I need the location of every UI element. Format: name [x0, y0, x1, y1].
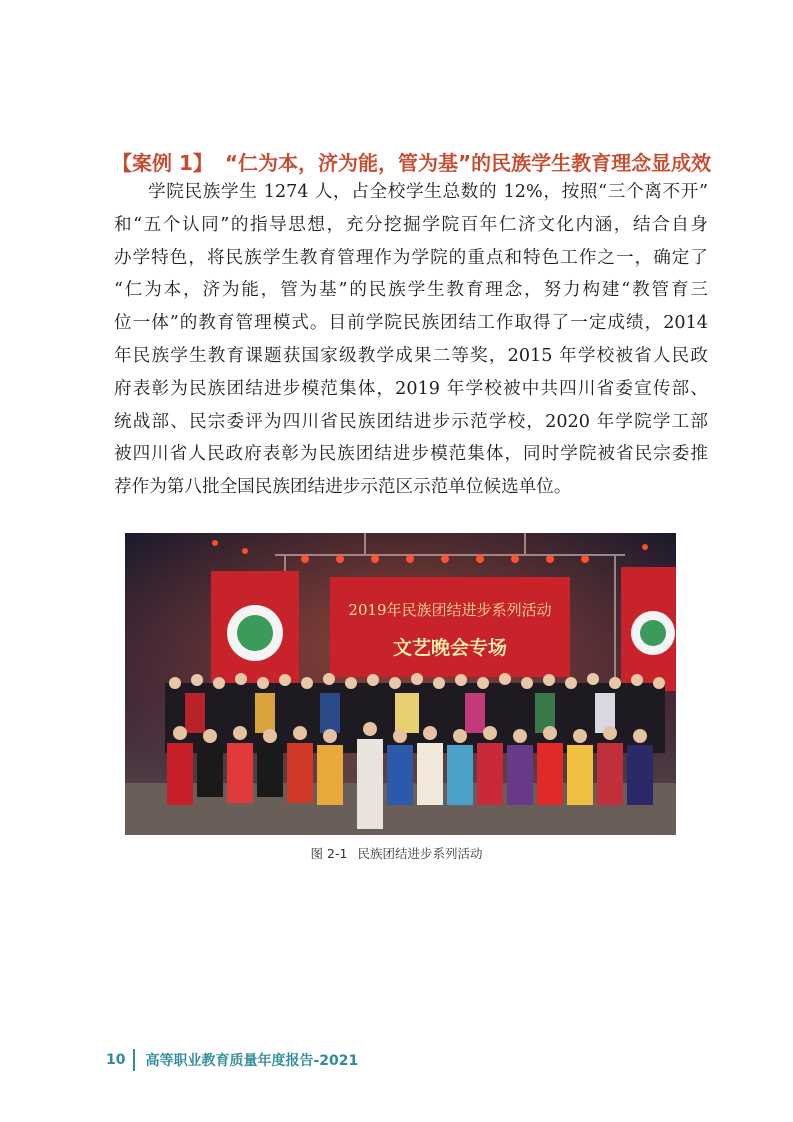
banner-title: 2019年民族团结进步系列活动: [348, 601, 552, 619]
case-heading: [112, 147, 712, 179]
paragraph-line: 年民族学生教育课题获国家级教学成果二等奖，2015 年学校被省人民政: [114, 345, 708, 366]
case-label: 【案例 1】: [112, 151, 213, 175]
main-banner: [330, 577, 570, 677]
event-photo: [125, 533, 676, 835]
paragraph-line: 学院民族学生 1274 人，占全校学生总数的 12%，按照“三个离不开”: [148, 182, 708, 202]
banner-subtitle: 文艺晚会专场: [392, 637, 508, 659]
crowd-back-row: [165, 673, 665, 753]
paragraph-line: “仁为本，济为能，管为基”的民族学生教育理念，努力构建“教管育三: [114, 280, 708, 301]
paragraph-line: 办学特色，将民族学生教育管理作为学院的重点和特色工作之一，确定了: [114, 247, 708, 268]
paragraph-line: 府表彰为民族团结进步模范集体，2019 年学校被中共四川省委宣传部、: [114, 378, 708, 399]
case-title: “仁为本，济为能，管为基”的民族学生教育理念显成效: [224, 151, 712, 175]
footer-divider: [133, 1049, 135, 1071]
paragraph-line: 荐作为第八批全国民族团结进步示范区示范单位候选单位。: [114, 477, 572, 498]
stage-photo-illustration: [125, 533, 676, 835]
caption-number: 图 2-1: [310, 846, 348, 861]
page-footer: [106, 1047, 358, 1073]
paragraph-line: 统战部、民宗委评为四川省民族团结进步示范学校，2020 年学院学工部: [114, 411, 708, 432]
caption-text: 民族团结进步系列活动: [357, 846, 483, 861]
body-paragraph: [114, 176, 708, 504]
paragraph-line: 被四川省人民政府表彰为民族团结进步模范集体，同时学院被省民宗委推: [114, 444, 708, 465]
figure-caption: [0, 844, 793, 862]
page-number: 10: [106, 1052, 126, 1068]
paragraph-line: 位一体”的教育管理模式。目前学院民族团结工作取得了一定成绩，2014: [114, 313, 708, 334]
report-title: 高等职业教育质量年度报告-2021: [145, 1053, 359, 1069]
paragraph-line: 和“五个认同”的指导思想，充分挖掘学院百年仁济文化内涵，结合自身: [114, 214, 708, 235]
